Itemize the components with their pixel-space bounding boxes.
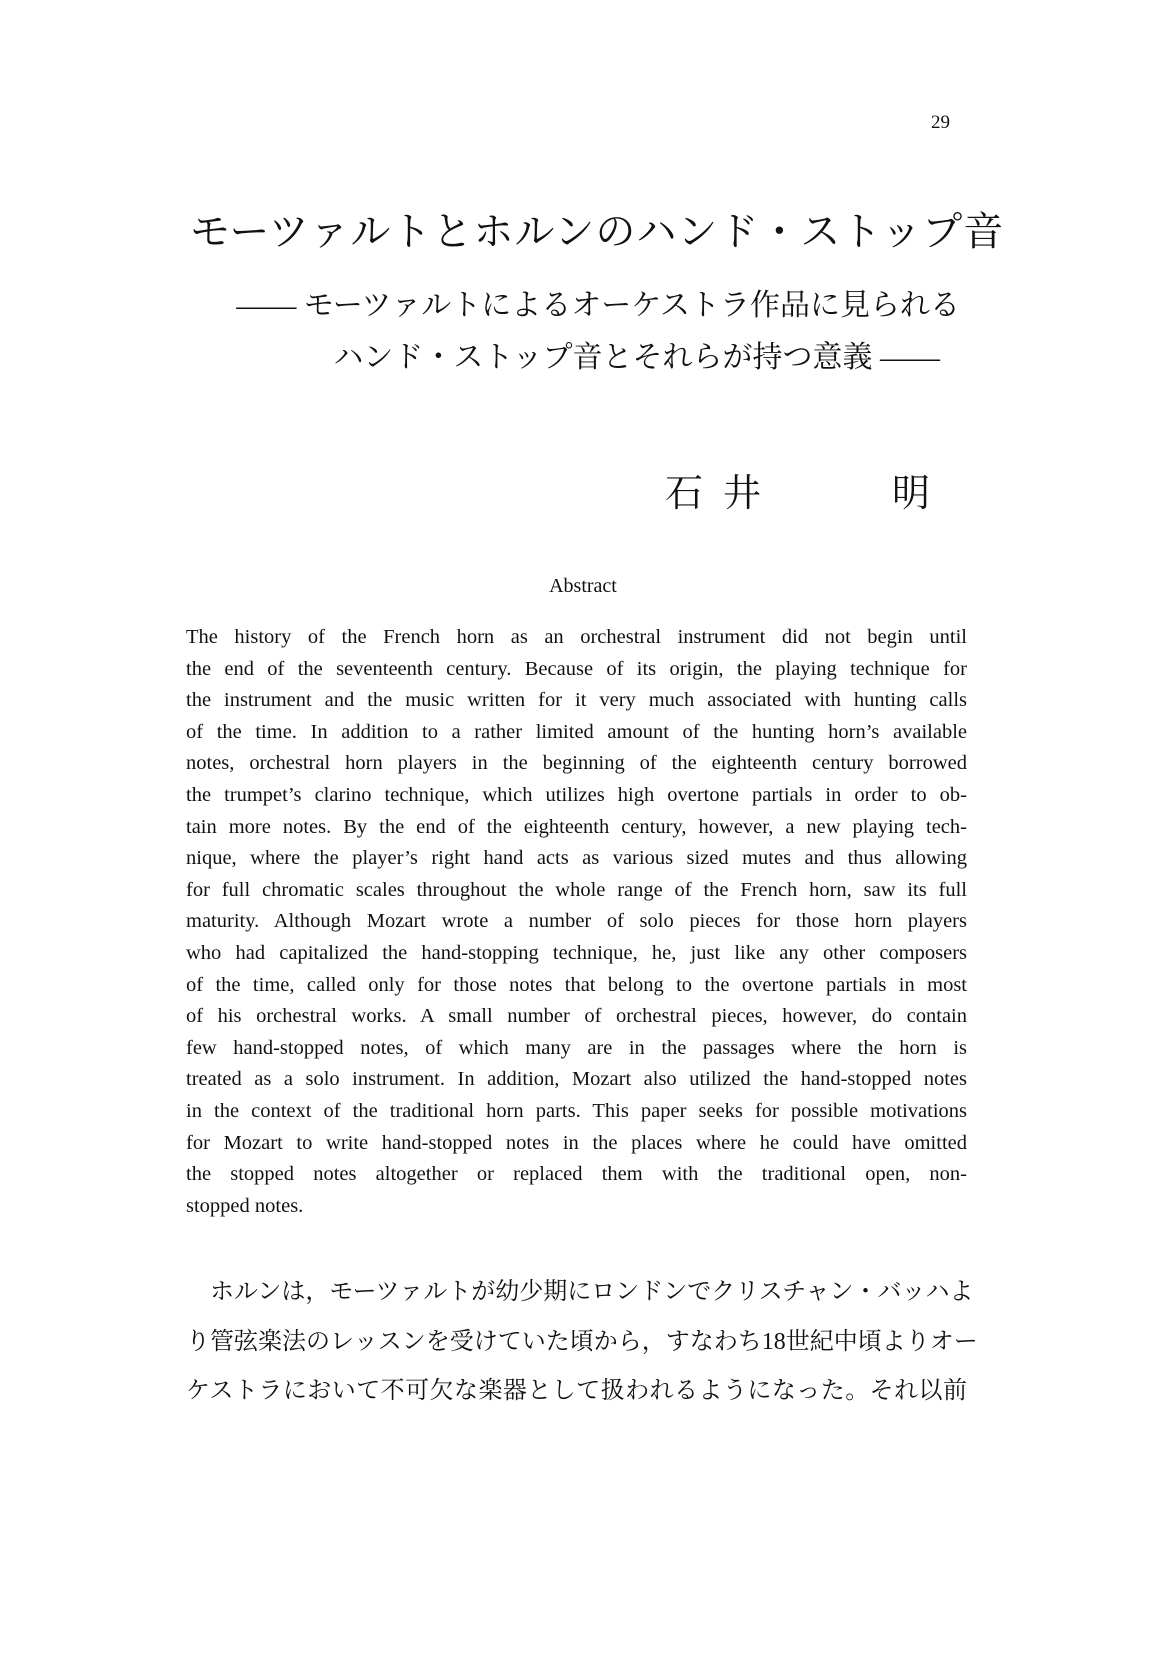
body-line: り管弦楽法のレッスンを受けていた頃から，すなわち18世紀中頃よりオー bbox=[186, 1328, 978, 1355]
body-line: ケストラにおいて不可欠な楽器として扱われるようになった。それ以前 bbox=[186, 1378, 967, 1404]
author-name bbox=[665, 462, 930, 517]
abstract-line: who had capitalized the hand-stopping technique, he, just like any other composers bbox=[186, 941, 967, 964]
abstract-line: of the time, called only for those notes that belong to the overtone partials in most bbox=[186, 973, 967, 996]
author-char: 明 bbox=[891, 473, 930, 515]
page-number: 29 bbox=[931, 112, 950, 133]
author-char: 井 bbox=[723, 473, 762, 515]
author-char: 石 bbox=[665, 473, 704, 515]
abstract-line: nique, where the player’s right hand acts as various sized mutes and thus allowing bbox=[186, 847, 967, 870]
abstract-line: for Mozart to write hand-stopped notes in the places where he could have omitted bbox=[186, 1131, 967, 1154]
abstract-line: notes, orchestral horn players in the beginning of the eighteenth century borrowed bbox=[186, 752, 967, 775]
abstract-line: the end of the seventeenth century. Because of its origin, the playing technique for bbox=[186, 657, 967, 680]
abstract-line: tain more notes. By the end of the eighteenth century, however, a new playing tech- bbox=[186, 815, 967, 838]
abstract-line: maturity. Although Mozart wrote a number of solo pieces for those horn players bbox=[186, 910, 967, 933]
abstract-line: stopped notes. bbox=[186, 1194, 304, 1217]
abstract-line: The history of the French horn as an orchestral instrument did not begin until bbox=[186, 626, 967, 648]
body-text bbox=[186, 1268, 978, 1417]
body-line: ホルンは，モーツァルトが幼少期にロンドンでクリスチャン・バッハよ bbox=[186, 1279, 974, 1305]
abstract-line: for full chromatic scales throughout the whole range of the French horn, saw its full bbox=[186, 878, 967, 901]
paper-title: モーツァルトとホルンのハンド・ストップ音 bbox=[190, 209, 1005, 254]
abstract-line: the instrument and the music written for it very much associated with hunting calls bbox=[186, 689, 967, 712]
abstract-body bbox=[186, 622, 967, 1222]
abstract-line: in the context of the traditional horn parts. This paper seeks for possible motivations bbox=[186, 1099, 967, 1122]
abstract-line: few hand-stopped notes, of which many are in the passages where the horn is bbox=[186, 1036, 967, 1059]
paper-subtitle-line-2: ハンド・ストップ音とそれらが持つ意義 —— bbox=[333, 341, 940, 374]
abstract-line: the stopped notes altogether or replaced them with the traditional open, non- bbox=[186, 1163, 967, 1186]
abstract-line: treated as a solo instrument. In addition, Mozart also utilized the hand-stopped notes bbox=[186, 1068, 967, 1091]
abstract-line: of his orchestral works. A small number of orchestral pieces, however, do contain bbox=[186, 1005, 967, 1028]
abstract-line: the trumpet’s clarino technique, which utilizes high overtone partials in order to ob- bbox=[186, 783, 967, 806]
abstract-line: of the time. In addition to a rather limited amount of the hunting horn’s available bbox=[186, 720, 967, 743]
paper-subtitle-line-1: —— モーツァルトによるオーケストラ作品に見られる bbox=[236, 289, 960, 322]
abstract-heading: Abstract bbox=[549, 575, 617, 597]
